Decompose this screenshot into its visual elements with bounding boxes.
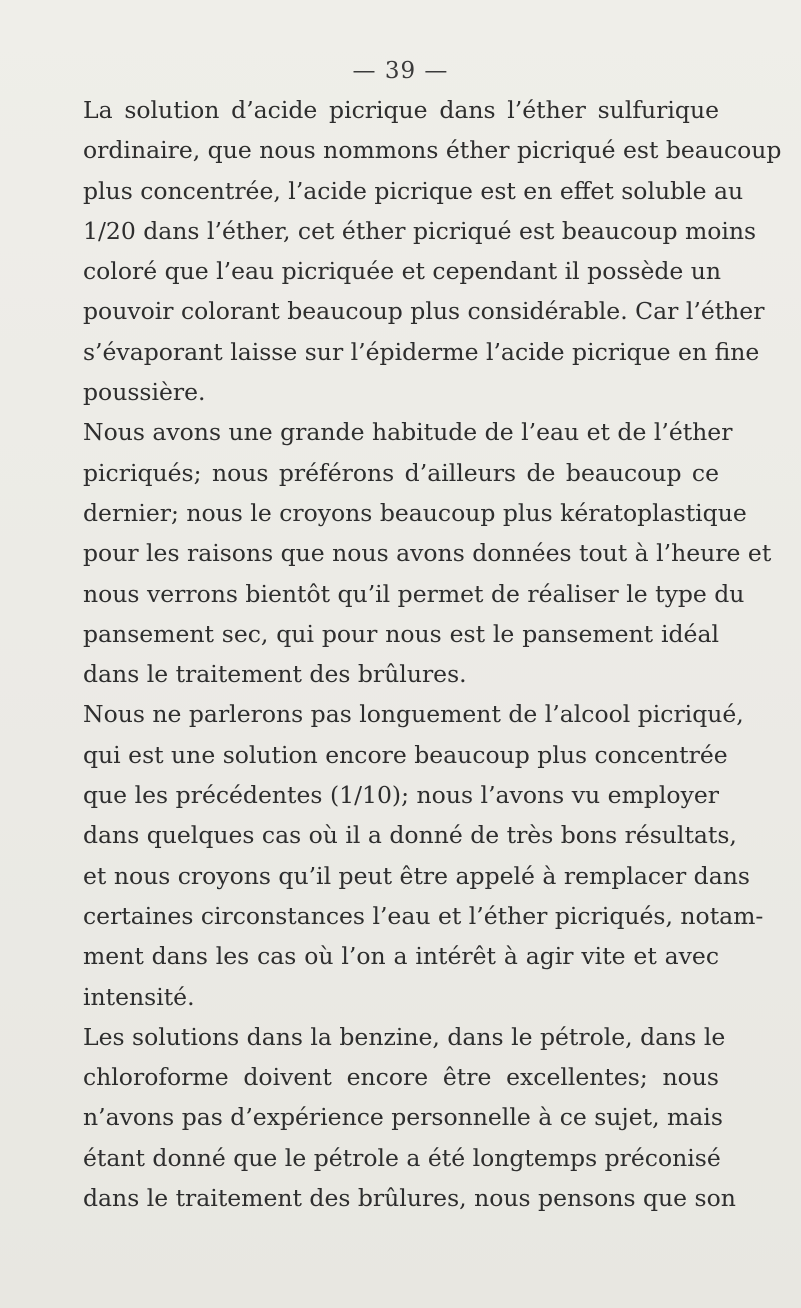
text-line: et nous croyons qu’il peut être appelé à remplacer dans xyxy=(83,861,750,890)
text-line: que les précédentes (1/10); nous l’avons vu employer xyxy=(83,781,719,810)
paragraph-2 xyxy=(83,412,772,694)
text-line: Nous ne parlerons pas longuement de l’alcool picriqué, xyxy=(83,700,744,729)
text-line: nous verrons bientôt qu’il permet de réaliser le type du xyxy=(83,579,745,608)
text-line: pansement sec, qui pour nous est le pansement idéal xyxy=(83,619,719,648)
paragraph-4 xyxy=(83,1017,736,1218)
paragraph-1 xyxy=(83,90,782,412)
text-line: n’avons pas d’expérience personnelle à ce sujet, mais xyxy=(83,1103,723,1132)
text-line: certaines circonstances l’eau et l’éther picriqués, notam- xyxy=(83,901,764,930)
text-line: La solution d’acide picrique dans l’éther sulfurique xyxy=(83,96,719,124)
text-line: qui est une solution encore beaucoup plus concentrée xyxy=(83,740,728,769)
text-line: ment dans les cas où l’on a intérêt à agir vite et avec xyxy=(83,942,719,971)
text-line: ordinaire, que nous nommons éther picriqué est beaucoup xyxy=(83,136,782,165)
page-number: — 39 — xyxy=(352,58,449,84)
text-line: dernier; nous le croyons beaucoup plus kératoplastique xyxy=(83,498,747,527)
text-line: étant donné que le pétrole a été longtemps préconisé xyxy=(83,1143,721,1172)
text-line: coloré que l’eau picriquée et cependant il possède un xyxy=(83,257,722,286)
text-line: chloroforme doivent encore être excellentes; nous xyxy=(83,1063,719,1092)
text-line: pouvoir colorant beaucoup plus considérable. Car l’éther xyxy=(83,297,765,326)
text-line: 1/20 dans l’éther, cet éther picriqué est beaucoup moins xyxy=(83,216,757,245)
text-line: dans le traitement des brûlures, nous pensons que son xyxy=(83,1184,736,1213)
body-text xyxy=(83,90,782,1218)
text-line: plus concentrée, l’acide picrique est en effet soluble au xyxy=(83,176,744,205)
text-line: s’évaporant laisse sur l’épiderme l’acide picrique en fine xyxy=(83,337,760,366)
text-line: Nous avons une grande habitude de l’eau et de l’éther xyxy=(83,418,733,447)
text-line: Les solutions dans la benzine, dans le pétrole, dans le xyxy=(83,1022,726,1051)
text-line: dans le traitement des brûlures. xyxy=(83,660,467,689)
text-line: picriqués; nous préférons d’ailleurs de beaucoup ce xyxy=(83,458,719,487)
text-line: dans quelques cas où il a donné de très bons résultats, xyxy=(83,821,737,850)
text-line: pour les raisons que nous avons données tout à l’heure et xyxy=(83,539,772,568)
paragraph-3 xyxy=(83,694,764,1016)
text-line: poussière. xyxy=(83,378,206,407)
text-line: intensité. xyxy=(83,982,195,1011)
